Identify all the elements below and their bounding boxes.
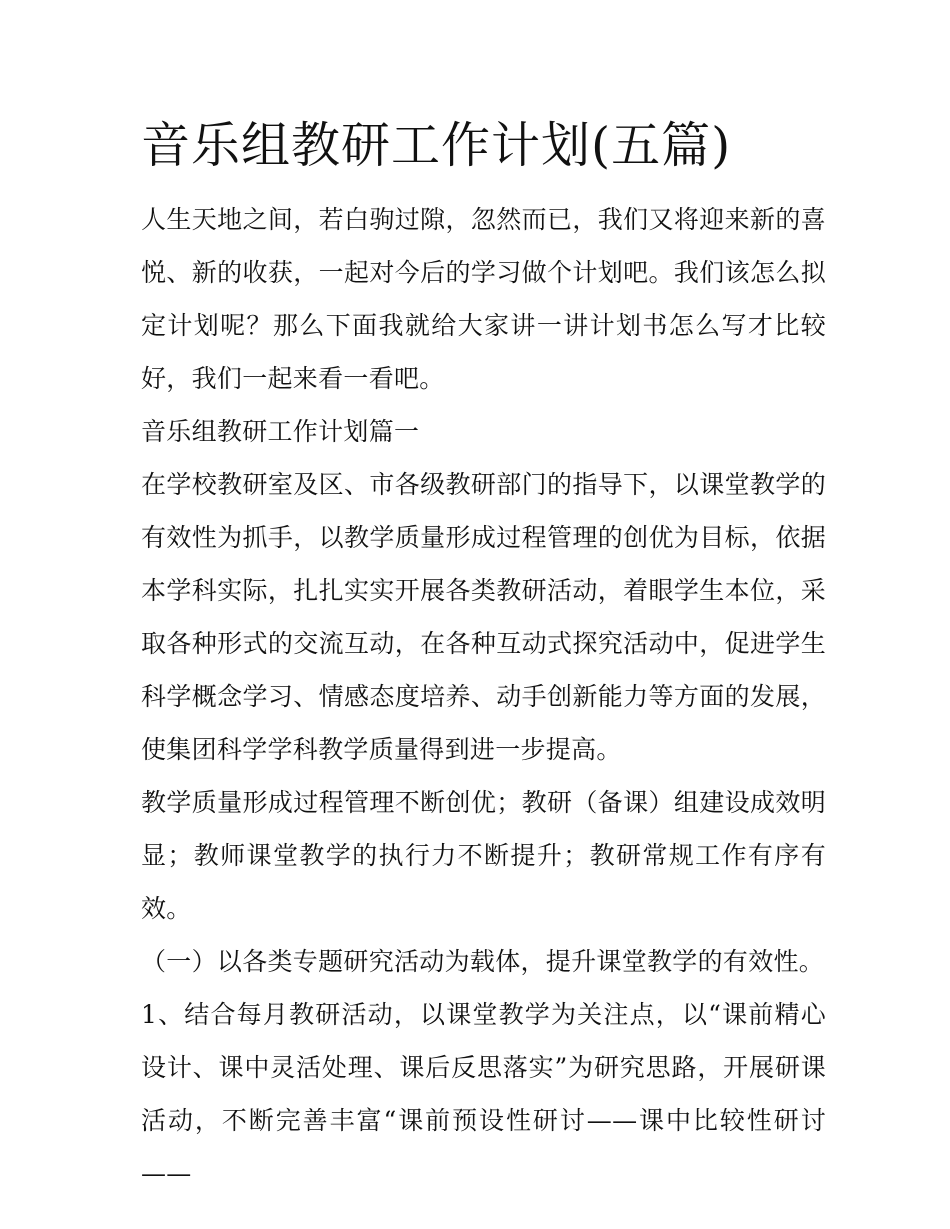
section-heading: 音乐组教研工作计划篇一: [141, 417, 420, 446]
guideline-paragraph: 在学校教研室及区、市各级教研部门的指导下，以课堂教学的有效性为抓手，以教学质量形成过程管理的创优为目标，依据本学科实际，扎扎实实开展各类教研活动，着眼学生本位，采取各种形式的交流互动，在各种互动式探究活动中，促进学生科学概念学习、情感态度培养、动手创新能力等方面的发展，使集团科学学科教学质量得到进一步提高。: [141, 470, 826, 764]
document-title: 音乐组教研工作计划(五篇): [141, 117, 732, 174]
subsection-heading: （一）以各类专题研究活动为载体，提升课堂教学的有效性。: [141, 947, 825, 976]
goals-paragraph: 教学质量形成过程管理不断创优；教研（备课）组建设成效明显；教师课堂教学的执行力不断提升；教研常规工作有序有效。: [141, 788, 826, 923]
intro-paragraph: 人生天地之间，若白驹过隙，忽然而已，我们又将迎来新的喜悦、新的收获，一起对今后的学习做个计划吧。我们该怎么拟定计划呢？那么下面我就给大家讲一讲计划书怎么写才比较好，我们一起来看一看吧。: [141, 205, 826, 393]
list-item-1: 1、结合每月教研活动，以课堂教学为关注点，以“课前精心设计、课中灵活处理、课后反思落实”为研究思路，开展研课活动，不断完善丰富“课前预设性研讨——课中比较性研讨——: [141, 1000, 826, 1188]
document-body: [141, 193, 826, 1200]
